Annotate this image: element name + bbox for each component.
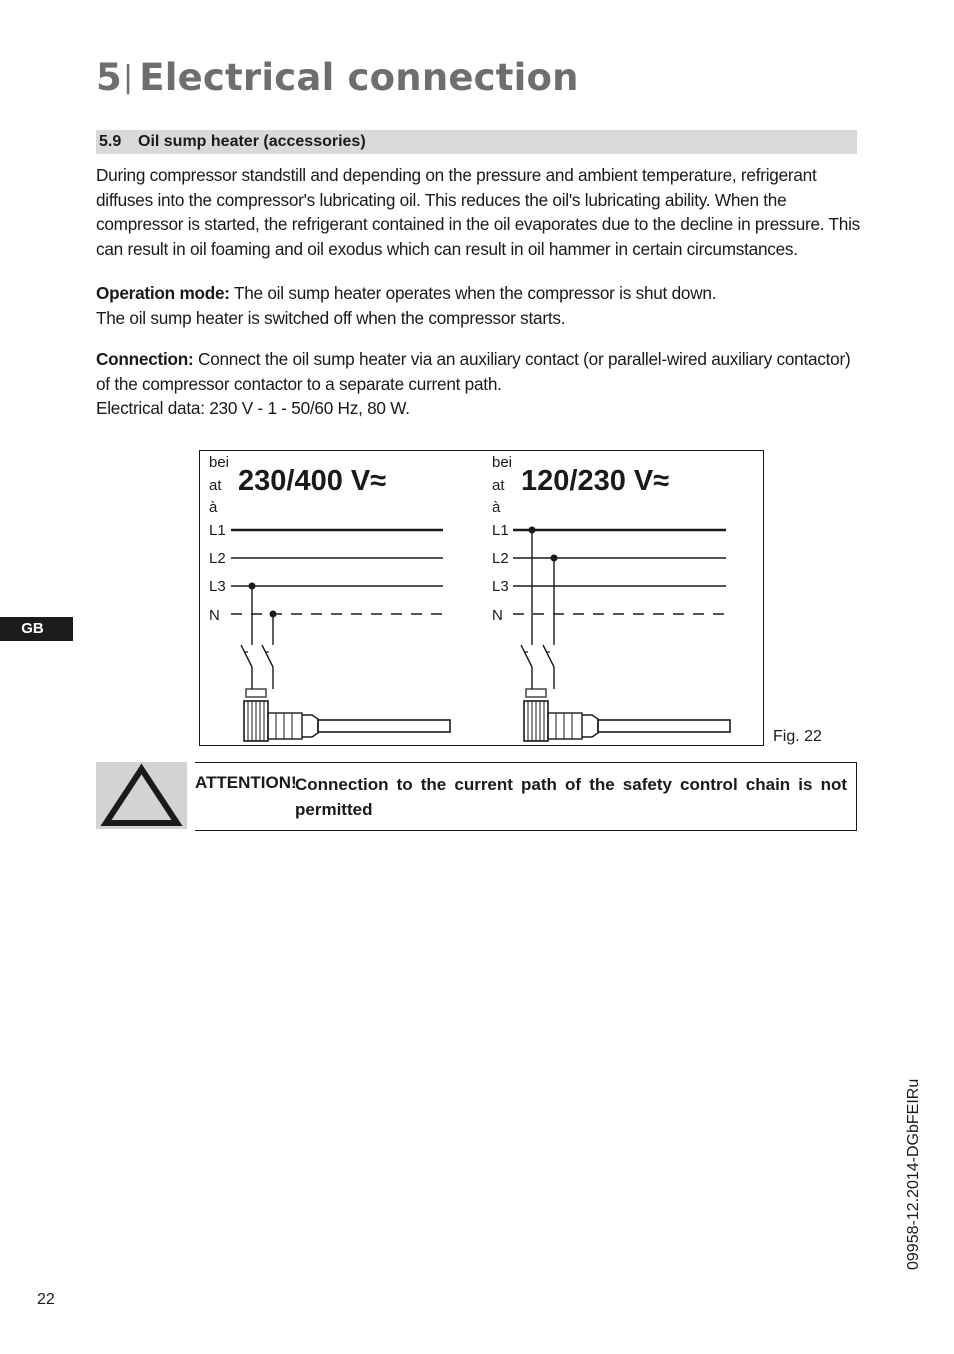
attention-text: Connection to the current path of the safety control chain is not permitted: [295, 775, 847, 819]
right-prefix-3: à: [492, 499, 501, 516]
left-label-l3: L3: [209, 578, 226, 595]
left-junction-l3: [249, 583, 256, 590]
section-number: 5.9: [99, 133, 122, 150]
attention-box: [195, 762, 857, 831]
section-title: Oil sump heater (accessories): [138, 133, 366, 150]
warning-icon-box: [96, 762, 187, 829]
right-label-l2: L2: [492, 550, 509, 567]
electrical-data: Electrical data: 230 V - 1 - 50/60 Hz, 80 W.: [96, 398, 410, 418]
left-prefix-3: à: [209, 499, 218, 516]
diagram-left: [209, 454, 450, 741]
intro-paragraph: During compressor standstill and depending on the pressure and ambient temperature, refrigerant diffuses into the compressor's lubricating oil. This reduces the oil's lubricating ability. When the compressor is started, the refrigerant contained in the oil evaporates due to the decline in pressure. This can result in oil foaming and oil exodus which can result in oil hammer in certain circumstances.: [96, 165, 860, 259]
diagram-right: [492, 454, 730, 741]
right-junction-l2: [551, 555, 558, 562]
left-voltage: 230/400 V≈: [238, 465, 387, 497]
left-label-n: N: [209, 607, 220, 624]
left-label-l2: L2: [209, 550, 226, 567]
connection-paragraph: [96, 347, 860, 421]
left-prefix-1: bei: [209, 454, 230, 471]
right-junction-l1: [529, 527, 536, 534]
right-prefix-2: at: [492, 477, 505, 494]
document-code: 09958-12.2014-DGbFEIRu: [905, 1078, 922, 1270]
operation-mode-text: The oil sump heater operates when the compressor is shut down.: [233, 283, 717, 303]
chapter-separator: |: [122, 60, 134, 95]
right-prefix-1: bei: [492, 454, 513, 471]
left-label-l1: L1: [209, 522, 226, 539]
wiring-diagram-svg: [200, 451, 765, 747]
language-tab: GB: [0, 617, 73, 641]
chapter-title: [96, 56, 579, 99]
warning-triangle-icon: [96, 762, 187, 829]
right-voltage: 120/230 V≈: [521, 465, 670, 497]
page-number: 22: [37, 1291, 55, 1308]
chapter-name: Electrical connection: [139, 56, 579, 99]
right-label-n: N: [492, 607, 503, 624]
left-prefix-2: at: [209, 477, 222, 494]
operation-mode-text-2: The oil sump heater is switched off when the compressor starts.: [96, 307, 566, 328]
chapter-number: 5: [96, 56, 122, 99]
right-label-l1: L1: [492, 522, 509, 539]
operation-mode-label: Operation mode:: [96, 283, 230, 303]
left-junction-n: [270, 611, 277, 618]
attention-label: ATTENTION!: [195, 773, 297, 792]
operation-mode-paragraph: [96, 281, 860, 330]
wiring-diagram: [199, 450, 764, 746]
connection-text: Connect the oil sump heater via an auxiliary contact (or parallel-wired auxiliary contactor) of the compressor contactor to a separate current path.: [96, 349, 851, 394]
right-label-l3: L3: [492, 578, 509, 595]
section-heading: [96, 130, 857, 154]
figure-caption: Fig. 22: [773, 728, 822, 745]
connection-label: Connection:: [96, 349, 194, 369]
